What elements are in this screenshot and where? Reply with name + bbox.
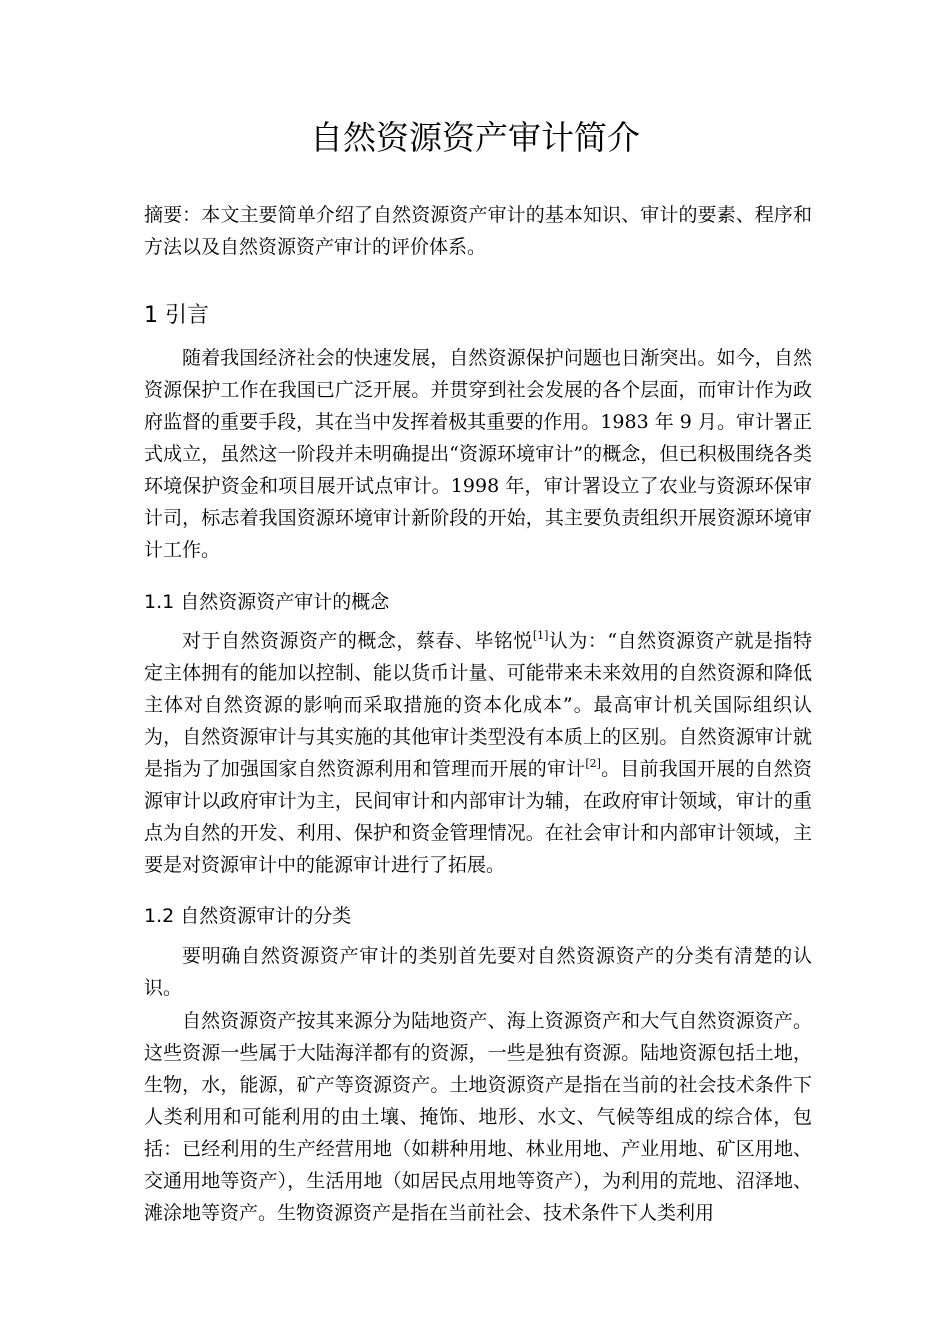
section-1-2-paragraph-1: 要明确自然资源资产审计的类别首先要对自然资源资产的分类有清楚的认识。 — [144, 945, 812, 999]
abstract-text: 本文主要简单介绍了自然资源资产审计的基本知识、审计的要素、程序和方法以及自然资源资产审计的评价体系。 — [144, 204, 812, 258]
section-1-1-paragraph — [144, 625, 812, 881]
section-1-paragraph: 随着我国经济社会的快速发展，自然资源保护问题也日渐突出。如今，自然资源保护工作在我国已广泛开展。并贯穿到社会发展的各个层面，而审计作为政府监督的重要手段，其在当中发挥着极其重要的作用。1983 年 9 月。审计署正式成立，虽然这一阶段并未明确提出“资源环境审计”的概念，但已积极围绕各类环境保护资金和项目展开试点审计。1998 年，审计署设立了农业与资源环保审计司，标志着我国资源环境审计新阶段的开始，其主要负责组织开展资源环境审计工作。 — [144, 347, 812, 561]
section-1-2-paragraph-2: 自然资源资产按其来源分为陆地资产、海上资源资产和大气自然资源资产。这些资源一些属于大陆海洋都有的资源，一些是独有资源。陆地资源包括土地，生物，水，能源，矿产等资源资产。土地资源资产是指在当前的社会技术条件下人类利用和可能利用的由土壤、掩饰、地形、水文、气候等组成的综合体，包括：已经利用的生产经营用地（如耕种用地、林业用地、产业用地、矿区用地、交通用地等资产），生活用地（如居民点用地等资产），为利用的荒地、沼泽地、滩涂地等资产。生物资源资产是指在当前社会、技术条件下人类利用 — [144, 1010, 812, 1224]
reference-1: [1] — [532, 629, 549, 642]
section-1-1-text-part2: 认为：“自然资源资产就是指特定主体拥有的能加以控制、能以货币计量、可能带来未来效用的自然资源和降低主体对自然资源的影响而采取措施的资本化成本”。最高审计机关国际组织认为，自然资源审计与其实施的其他审计类型没有本质上的区别。自然资源审计就是指为了加强国家自然资源利用和管理而开展的审计 — [144, 630, 812, 780]
reference-2: [2] — [585, 757, 601, 770]
abstract — [144, 199, 812, 263]
section-1-2-heading: 1.2 自然资源审计的分类 — [144, 905, 352, 927]
section-1-1-text-part1: 对于自然资源资产的概念，蔡春、毕铭悦 — [182, 630, 533, 652]
section-1-1-heading: 1.1 自然资源资产审计的概念 — [144, 591, 390, 613]
section-1-heading: 1 引言 — [144, 303, 209, 328]
section-1-1-text-part3: 。目前我国开展的自然资源审计以政府审计为主，民间审计和内部审计为辅，在政府审计领域，审计的重点为自然的开发、利用、保护和资金管理情况。在社会审计和内部审计领域，主要是对资源审计中的能源审计进行了拓展。 — [144, 758, 812, 876]
document-title: 自然资源资产审计简介 — [310, 118, 640, 157]
abstract-label: 摘要： — [144, 204, 202, 226]
